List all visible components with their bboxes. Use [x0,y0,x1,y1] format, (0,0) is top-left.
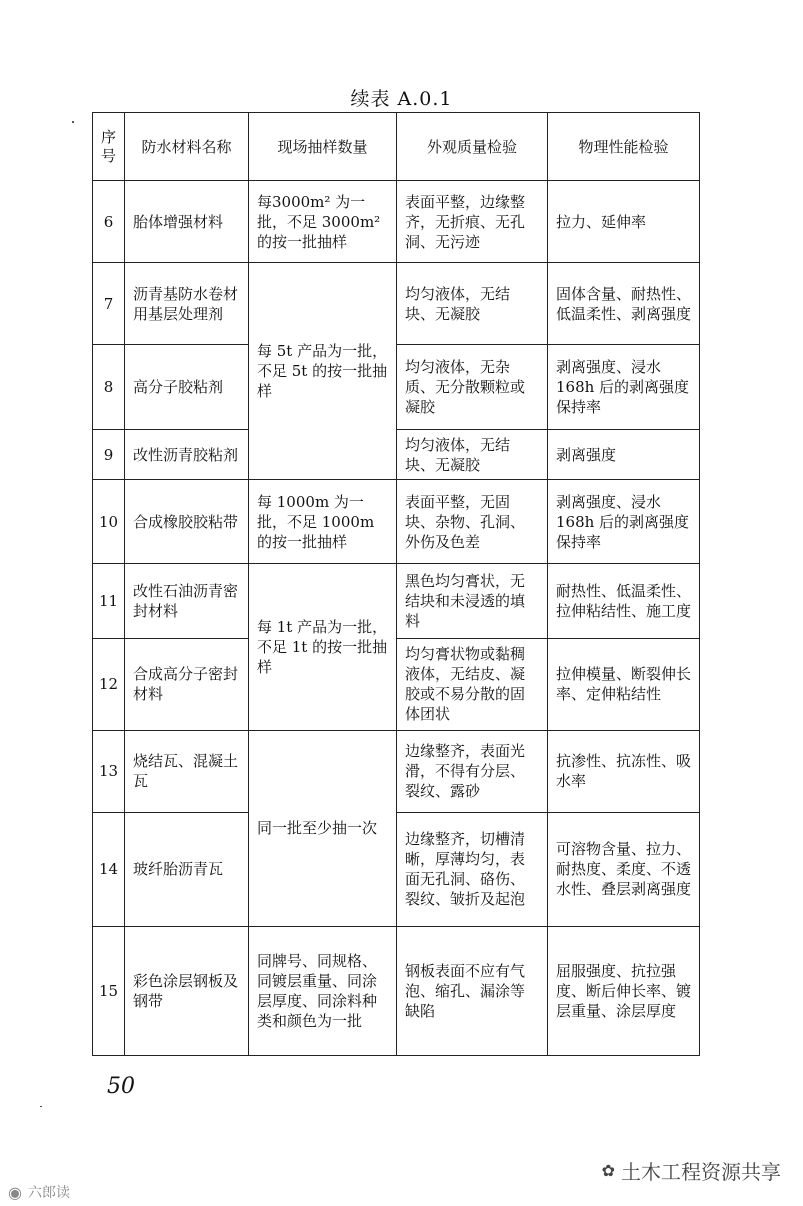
appearance-inspection: 钢板表面不应有气泡、缩孔、漏涂等缺陷 [397,926,548,1055]
physical-inspection: 拉伸模量、断裂伸长率、定伸粘结性 [548,638,700,730]
physical-inspection: 剥离强度 [548,430,700,480]
table-row [93,564,700,638]
table-header-row [93,113,700,181]
header-appearance-inspection: 外观质量检验 [397,113,548,181]
physical-inspection: 剥离强度、浸水168h 后的剥离强度保持率 [548,345,700,430]
appearance-inspection: 表面平整，无固块、杂物、孔洞、外伤及色差 [397,480,548,564]
physical-inspection: 剥离强度、浸水168h 后的剥离强度保持率 [548,480,700,564]
material-name: 高分子胶粘剂 [125,345,249,430]
table-row [93,926,700,1055]
material-name: 改性石油沥青密封材料 [125,564,249,638]
material-name: 沥青基防水卷材用基层处理剂 [125,263,249,345]
watermark-logo-icon: ◉ [8,1182,22,1202]
row-no: 9 [93,430,125,480]
appearance-inspection: 边缘整齐，切槽清晰，厚薄均匀，表面无孔洞、硌伤、裂纹、皱折及起泡 [397,812,548,926]
row-no: 15 [93,926,125,1055]
watermark-left-text: 六郎读 [27,1185,70,1201]
physical-inspection: 拉力、延伸率 [548,181,700,263]
row-no: 11 [93,564,125,638]
wechat-icon: ✿ [601,1161,615,1180]
material-name: 彩色涂层钢板及钢带 [125,926,249,1055]
sampling-quantity: 同牌号、同规格、同镀层重量、同涂层厚度、同涂料种类和颜色为一批 [249,926,397,1055]
table-row [93,638,700,730]
material-name: 改性沥青胶粘剂 [125,430,249,480]
appearance-inspection: 黑色均匀膏状，无结块和未浸透的填料 [397,564,548,638]
material-name: 胎体增强材料 [125,181,249,263]
sampling-quantity: 每 1000m 为一批，不足 1000m 的按一批抽样 [249,480,397,564]
material-name: 玻纤胎沥青瓦 [125,812,249,926]
physical-inspection: 可溶物含量、拉力、耐热度、柔度、不透水性、叠层剥离强度 [548,812,700,926]
material-name: 烧结瓦、混凝土瓦 [125,730,249,812]
watermark-right [602,1156,781,1185]
appearance-inspection: 均匀膏状物或黏稠液体，无结皮、凝胶或不易分散的固体团状 [397,638,548,730]
row-no: 10 [93,480,125,564]
table-row [93,812,700,926]
header-material-name: 防水材料名称 [125,113,249,181]
table-row [93,480,700,564]
sampling-quantity: 每3000m² 为一批，不足 3000m² 的按一批抽样 [249,181,397,263]
row-no: 8 [93,345,125,430]
header-physical-inspection: 物理性能检验 [548,113,700,181]
appearance-inspection: 均匀液体，无结块、无凝胶 [397,430,548,480]
table-row [93,345,700,430]
physical-inspection: 屈服强度、抗拉强度、断后伸长率、镀层重量、涂层厚度 [548,926,700,1055]
appearance-inspection: 均匀液体，无结块、无凝胶 [397,263,548,345]
header-no: 序号 [93,113,125,181]
material-name: 合成橡胶胶粘带 [125,480,249,564]
header-sampling-quantity: 现场抽样数量 [249,113,397,181]
sampling-quantity: 同一批至少抽一次 [249,730,397,926]
material-name: 合成高分子密封材料 [125,638,249,730]
row-no: 13 [93,730,125,812]
table-caption: 续表 A.0.1 [350,88,453,110]
table-row [93,430,700,480]
row-no: 14 [93,812,125,926]
sampling-quantity: 每 1t 产品为一批，不足 1t 的按一批抽样 [249,564,397,730]
watermark-right-text: 土木工程资源共享 [621,1160,781,1184]
sampling-quantity: 每 5t 产品为一批，不足 5t 的按一批抽样 [249,263,397,480]
appearance-inspection: 均匀液体，无杂质、无分散颗粒或凝胶 [397,345,548,430]
table-row [93,730,700,812]
row-no: 6 [93,181,125,263]
scan-speck [40,1106,42,1107]
row-no: 12 [93,638,125,730]
scan-speck [72,121,74,123]
physical-inspection: 耐热性、低温柔性、拉伸粘结性、施工度 [548,564,700,638]
watermark-left [8,1182,70,1202]
physical-inspection: 固体含量、耐热性、低温柔性、剥离强度 [548,263,700,345]
table-row [93,263,700,345]
table-row [93,181,700,263]
page-number: 50 [107,1074,135,1099]
physical-inspection: 抗渗性、抗冻性、吸水率 [548,730,700,812]
appearance-inspection: 表面平整，边缘整齐，无折痕、无孔洞、无污迹 [397,181,548,263]
material-inspection-table [92,112,700,1056]
appearance-inspection: 边缘整齐，表面光滑，不得有分层、裂纹、露砂 [397,730,548,812]
row-no: 7 [93,263,125,345]
